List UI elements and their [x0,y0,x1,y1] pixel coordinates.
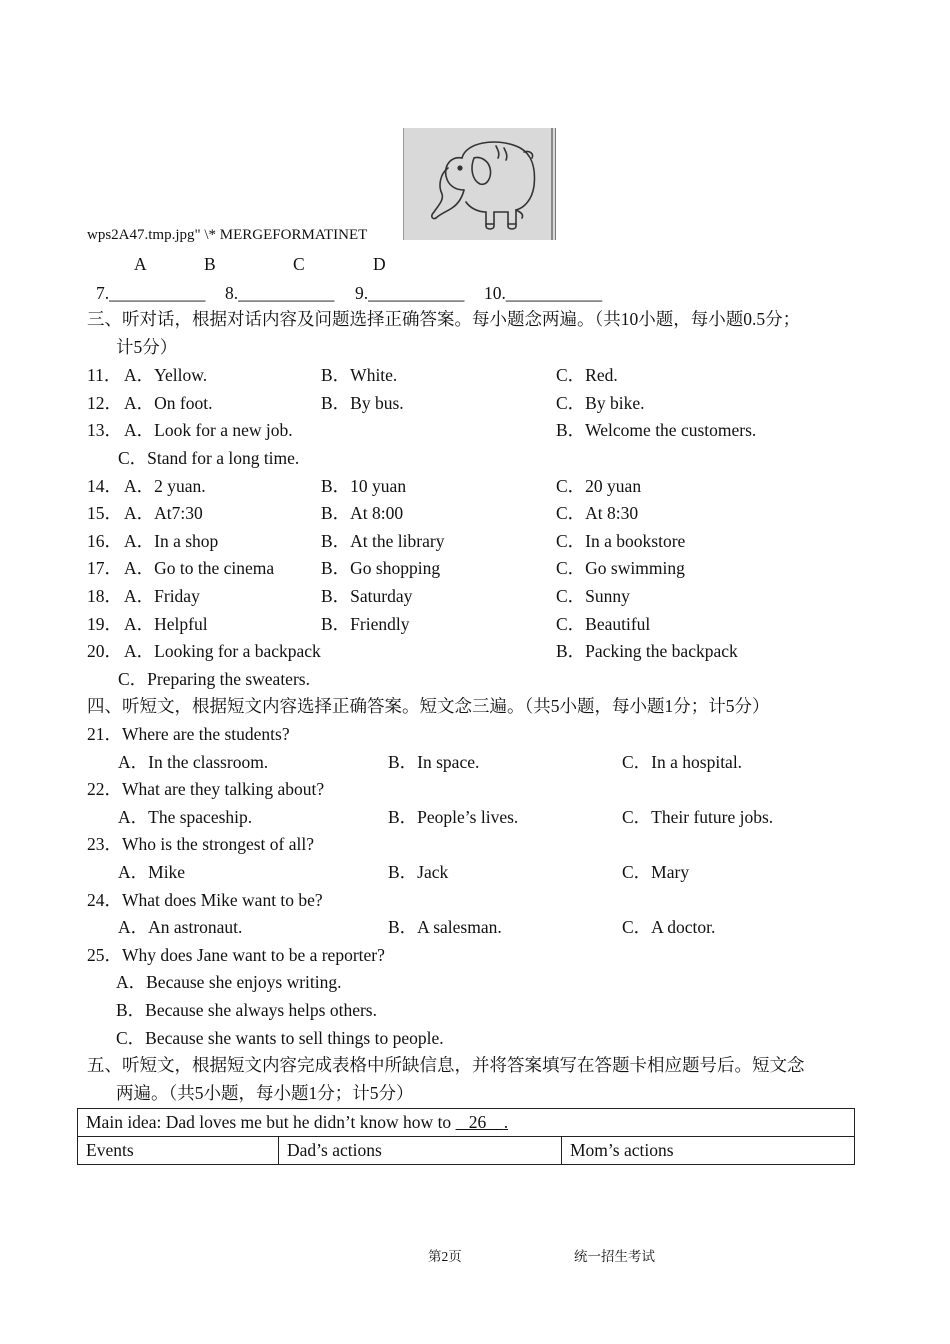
option-b: B．Friendly [321,614,410,634]
option-c: C．Mary [622,862,690,882]
section5-heading: 五、听短文，根据短文内容完成表格中所缺信息，并将答案填写在答题卡相应题号后。短文念 [87,1055,805,1075]
column-header-mom-actions: Mom’s actions [562,1137,855,1165]
elephant-drawing [404,128,556,240]
column-header-events: Events [78,1137,279,1165]
option-b: B．At the library [321,531,445,551]
picture-letter-d: D [373,254,386,274]
option-b: B．Packing the backpack [556,641,738,661]
blank-10: 10.___________ [484,283,603,303]
blank-9: 9.___________ [355,283,465,303]
option-a: A．Look for a new job. [124,420,293,440]
elephant-picture [403,128,556,240]
main-idea-period: . [503,1112,509,1132]
option-a: A．2 yuan. [124,476,206,496]
option-a: A．At7:30 [124,503,203,523]
blank-8: 8.___________ [225,283,335,303]
option-b: B．Welcome the customers. [556,420,757,440]
question-number: 15． [87,503,122,523]
option-c: C．Their future jobs. [622,807,774,827]
question-number: 17． [87,558,122,578]
option-b: B．In space. [388,752,480,772]
option-c: C．Stand for a long time. [118,448,300,468]
option-c: C．Because she wants to sell things to people. [116,1028,444,1048]
option-a: A．Go to the cinema [124,558,275,578]
option-b: B．By bus. [321,393,404,413]
option-a: A．An astronaut. [118,917,243,937]
question-text: 22．What are they talking about? [87,779,325,799]
question-text: 25．Why does Jane want to be a reporter? [87,945,385,965]
option-a: A．The spaceship. [118,807,253,827]
option-b: B．A salesman. [388,917,502,937]
option-c: C．By bike. [556,393,645,413]
table-row [78,1137,855,1165]
option-a: A．On foot. [124,393,213,413]
picture-letter-a: A [134,254,147,274]
option-c: C．In a hospital. [622,752,743,772]
option-a: A．Helpful [124,614,208,634]
question-text: 21．Where are the students? [87,724,290,744]
blank-7: 7.___________ [96,283,206,303]
option-b: B．White. [321,365,398,385]
column-header-dad-actions: Dad’s actions [279,1137,562,1165]
blank-26: 26 [455,1112,504,1132]
option-c: C．Sunny [556,586,630,606]
section5-heading-cont: 两遍。（共5小题，每小题1分；计5分） [116,1083,414,1103]
option-b: B．Jack [388,862,449,882]
option-b: B．Go shopping [321,558,441,578]
option-c: C．Red. [556,365,618,385]
page-number: 第2页 [428,1249,462,1264]
option-a: A．In a shop [124,531,219,551]
option-b: B．10 yuan [321,476,407,496]
option-a: A．Friday [124,586,200,606]
option-b: B．Saturday [321,586,413,606]
picture-letter-c: C [293,254,305,274]
picture-letter-b: B [204,254,216,274]
section3-heading: 三、听对话，根据对话内容及问题选择正确答案。每小题念两遍。（共10小题，每小题0.5分； [87,309,801,329]
image-field-caption: wps2A47.tmp.jpg" \* MERGEFORMATINET [87,227,368,243]
section4-heading: 四、听短文，根据短文内容选择正确答案。短文念三遍。（共5小题，每小题1分；计5分） [87,696,770,716]
option-a: A．Looking for a backpack [124,641,321,661]
main-idea-text: Main idea: Dad loves me but he didn’t know how to [86,1112,456,1132]
section3-heading-cont: 计5分） [116,337,178,357]
option-c: C．Go swimming [556,558,685,578]
question-number: 19． [87,614,122,634]
option-c: C．A doctor. [622,917,716,937]
option-b: B．At 8:00 [321,503,404,523]
option-a: A．Yellow. [124,365,208,385]
option-a: A．In the classroom. [118,752,269,772]
question-number: 11． [87,365,122,385]
question-text: 24．What does Mike want to be? [87,890,323,910]
question-number: 16． [87,531,122,551]
question-number: 14． [87,476,122,496]
option-c: C．Beautiful [556,614,651,634]
option-b: B．People’s lives. [388,807,519,827]
question-number: 12． [87,393,122,413]
exam-name: 统一招生考试 [574,1249,655,1264]
question-text: 23．Who is the strongest of all? [87,834,314,854]
table-row [78,1109,855,1137]
option-b: B．Because she always helps others. [116,1000,377,1020]
main-idea-cell [78,1109,855,1137]
option-a: A．Mike [118,862,186,882]
answer-table [77,1108,855,1165]
option-c: C．20 yuan [556,476,642,496]
question-number: 18． [87,586,122,606]
option-a: A．Because she enjoys writing. [116,972,342,992]
option-c: C．At 8:30 [556,503,639,523]
option-c: C．Preparing the sweaters. [118,669,310,689]
question-number: 20． [87,641,122,661]
option-c: C．In a bookstore [556,531,686,551]
question-number: 13． [87,420,122,440]
